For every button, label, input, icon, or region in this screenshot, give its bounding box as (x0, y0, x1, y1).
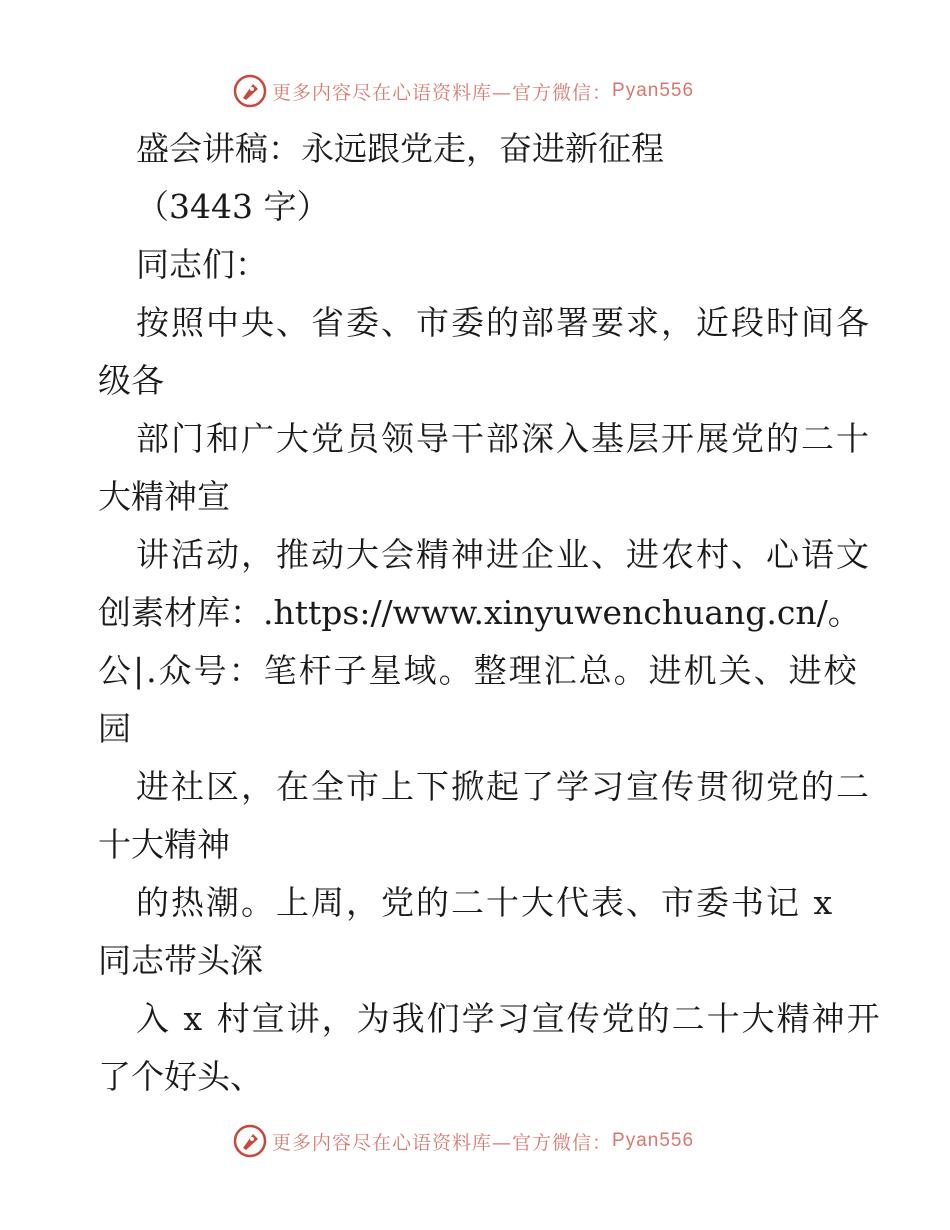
paragraph-line: 的热潮。上周，党的二十大代表、市委书记 x (136, 883, 835, 922)
paragraph-line: 公|.众号：笔杆子星域。整理汇总。进机关、进校 (98, 651, 859, 690)
paragraph-line: 十大精神 (98, 825, 230, 864)
watermark-text: 更多内容尽在心语资料库—官方微信： (272, 1131, 613, 1154)
paragraph-line: 同志带头深 (98, 941, 263, 980)
watermark-text: 更多内容尽在心语资料库—官方微信： (272, 81, 613, 104)
paragraph-line: 了个好头、 (98, 1057, 263, 1096)
paragraph-line: 园 (98, 709, 131, 748)
pen-nib-logo-icon (232, 73, 268, 109)
paragraph-line: 部门和广大党员领导干部深入基层开展党的二十 (136, 419, 871, 458)
word-count: （3443 字） (136, 187, 330, 226)
paragraph-line: 讲活动，推动大会精神进企业、进农村、心语文 (136, 535, 871, 574)
watermark-id: Pyan556 (612, 1130, 695, 1151)
paragraph-line: 入 x 村宣讲，为我们学习宣传党的二十大精神开 (136, 999, 882, 1038)
paragraph-line: 大精神宣 (98, 477, 230, 516)
watermark-header (232, 71, 694, 111)
document-body (98, 120, 882, 1106)
salutation: 同志们： (136, 245, 268, 284)
paragraph-line: 创素材库：.https://www.xinyuwenchuang.cn/。 (98, 593, 861, 632)
paragraph-line: 进社区，在全市上下掀起了学习宣传贯彻党的二 (136, 767, 871, 806)
document-title: 盛会讲稿：永远跟党走，奋进新征程 (136, 129, 664, 168)
watermark-footer (232, 1121, 694, 1161)
pen-nib-logo-icon (232, 1123, 268, 1159)
paragraph-line: 级各 (98, 361, 164, 400)
paragraph-line: 按照中央、省委、市委的部署要求，近段时间各 (136, 303, 871, 342)
watermark-id: Pyan556 (612, 80, 695, 101)
